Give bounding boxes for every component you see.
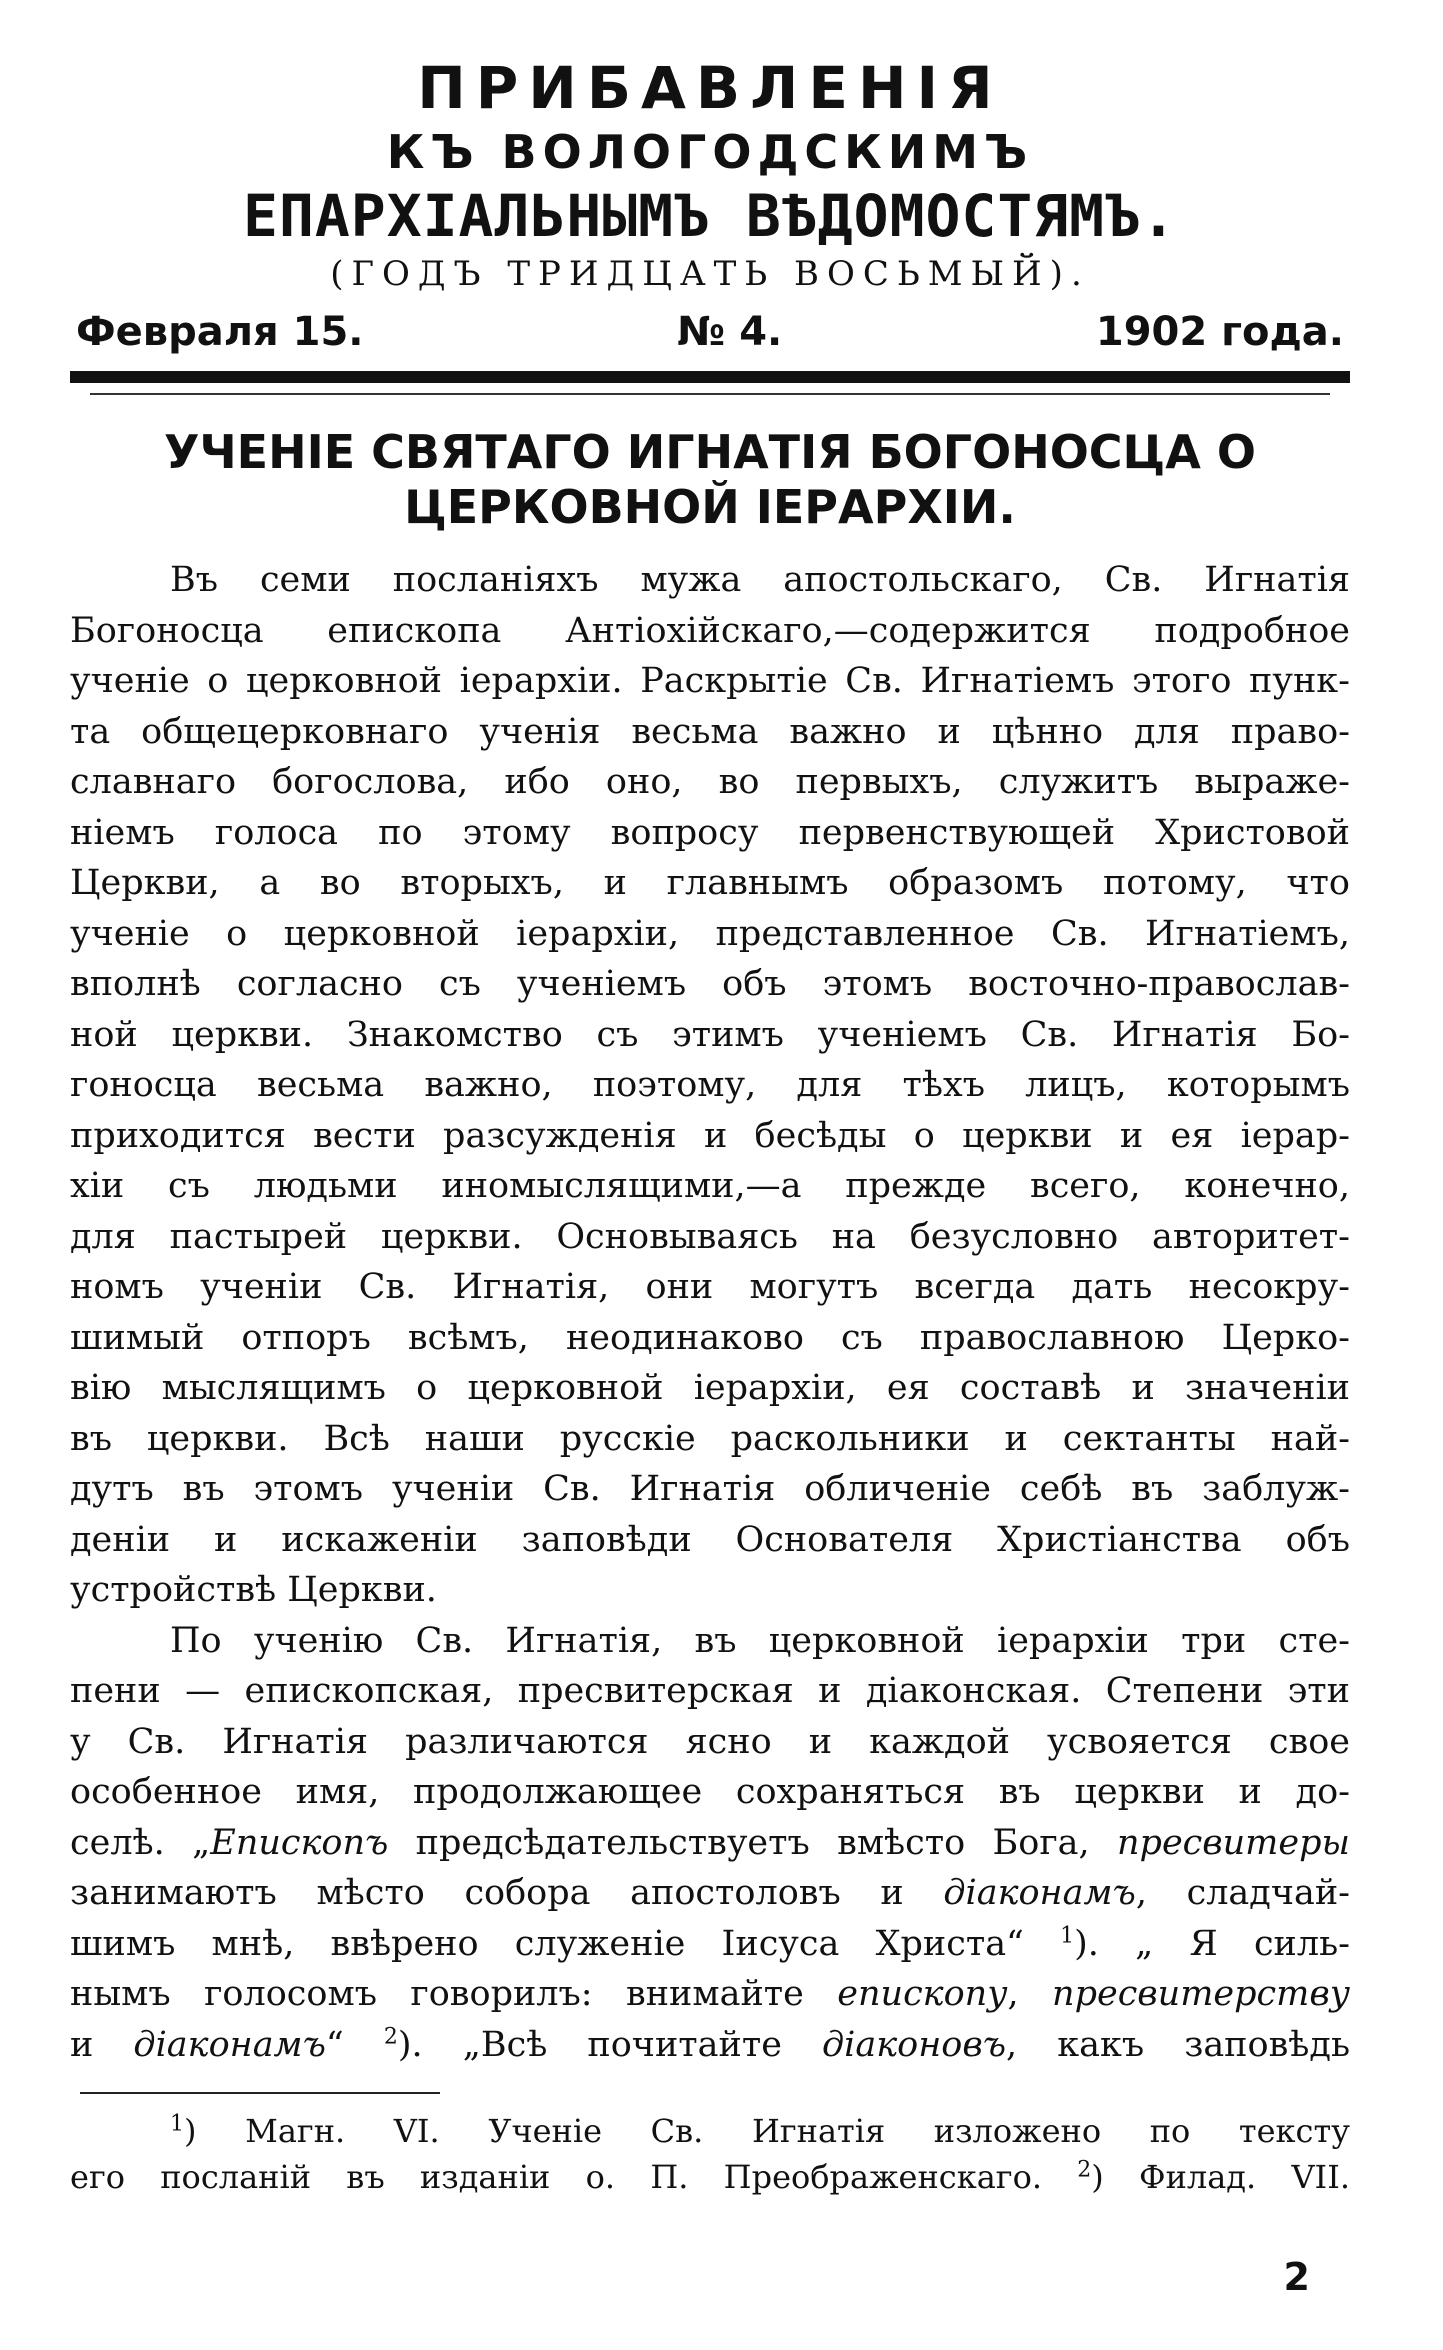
text-run: “ bbox=[325, 2024, 384, 2065]
text-line: хіи съ людьми иномыслящими,—а прежде всего, конечно, bbox=[70, 1166, 1350, 1207]
text-run: , сладчай- bbox=[1135, 1873, 1350, 1914]
document-page bbox=[70, 55, 1350, 2315]
text-line: Церкви, а во вторыхъ, и главнымъ образомъ потому, что bbox=[70, 863, 1350, 904]
footnote-text: его посланій въ изданіи о. П. Преображенскаго. bbox=[70, 2158, 1078, 2197]
text-run: ). „ Я силь- bbox=[1074, 1923, 1350, 1964]
italic-term: діаконамъ bbox=[133, 2024, 326, 2065]
text-line: пени — епископская, пресвитерская и діаконская. Степени эти bbox=[70, 1671, 1350, 1712]
text-line bbox=[70, 1818, 1350, 1869]
footnote-text: ) Филад. VII. bbox=[1091, 2158, 1351, 2197]
footnote-rule bbox=[80, 2092, 440, 2094]
masthead-publication: ЕПАРХІАЛЬНЫМЪ ВѢДОМОСТЯМЪ. bbox=[243, 182, 1177, 250]
text-run: занимаютъ мѣсто собора апостоловъ и bbox=[70, 1873, 944, 1914]
text-run: , bbox=[1007, 1974, 1053, 2015]
italic-term: пресвитеры bbox=[1117, 1822, 1350, 1863]
footnote-ref: 2 bbox=[383, 2024, 398, 2050]
text-run: и bbox=[70, 2024, 134, 2065]
text-line: гоносца весьма важно, поэтому, для тѣхъ лицъ, которымъ bbox=[70, 1065, 1350, 1106]
text-line: особенное имя, продолжающее сохраняться въ церкви и до- bbox=[70, 1772, 1350, 1813]
issue-number: № 4. bbox=[677, 309, 783, 355]
italic-term: діаконамъ bbox=[943, 1873, 1136, 1914]
text-line: въ церкви. Всѣ наши русскіе раскольники и сектанты най- bbox=[70, 1418, 1350, 1459]
header-rule-thick bbox=[70, 371, 1350, 383]
italic-term: діаконовъ bbox=[822, 2024, 1007, 2065]
footnote-line bbox=[70, 2154, 1350, 2200]
text-run: предсѣдательствуетъ вмѣсто Бога, bbox=[388, 1822, 1117, 1863]
italic-term: пресвитерству bbox=[1052, 1974, 1350, 2015]
text-line: ной церкви. Знакомство съ этимъ ученіемъ Св. Игнатія Бо- bbox=[70, 1014, 1350, 1055]
footnotes bbox=[70, 2108, 1350, 2200]
footnote-marker: 1 bbox=[170, 2111, 184, 2137]
header-rule-thin bbox=[90, 393, 1330, 395]
text-line bbox=[70, 1868, 1350, 1919]
text-line: та общецерковнаго ученія весьма важно и цѣнно для право- bbox=[70, 711, 1350, 752]
page-number: 2 bbox=[1283, 2255, 1310, 2299]
text-line: Въ семи посланіяхъ мужа апостольскаго, Св. Игнатія bbox=[170, 560, 1350, 601]
footnote-marker: 2 bbox=[1077, 2157, 1092, 2183]
text-line: ніемъ голоса по этому вопросу первенствующей Христовой bbox=[70, 812, 1350, 853]
article-title: УЧЕНІЕ СВЯТАГО ИГНАТІЯ БОГОНОСЦА О ЦЕРКОВНОЙ ІЕРАРХІИ. bbox=[164, 425, 1256, 535]
text-line bbox=[70, 2020, 1350, 2071]
dateline bbox=[70, 309, 1350, 355]
footnote-text: ) Магн. VI. Ученіе Св. Игнатія изложено по тексту bbox=[184, 2112, 1350, 2151]
text-line bbox=[70, 1919, 1350, 1970]
text-run: , какъ заповѣдь bbox=[1006, 2024, 1350, 2065]
masthead-subtitle: КЪ ВОЛОГОДСКИМЪ bbox=[386, 125, 1034, 179]
text-run: нымъ голосомъ говорилъ: внимайте bbox=[70, 1974, 838, 2015]
masthead-title: ПРИБАВЛЕНІЯ bbox=[417, 54, 1003, 122]
text-line: вію мыслящимъ о церковной іерархіи, ея составѣ и значеніи bbox=[70, 1368, 1350, 1409]
text-line: вполнѣ согласно съ ученіемъ объ этомъ восточно-православ- bbox=[70, 964, 1350, 1005]
text-run: селѣ. „ bbox=[70, 1822, 211, 1863]
text-line: славнаго богослова, ибо оно, во первыхъ, служитъ выраже- bbox=[70, 762, 1350, 803]
italic-term: епископу bbox=[837, 1974, 1008, 2015]
text-line: устройствѣ Церкви. bbox=[70, 1570, 437, 1611]
text-line: для пастырей церкви. Основываясь на безусловно авторитет- bbox=[70, 1216, 1350, 1257]
issue-date: Февраля 15. bbox=[76, 309, 364, 355]
issue-year: 1902 года. bbox=[1095, 309, 1344, 355]
text-line: ученіе о церковной іерархіи. Раскрытіе Св. Игнатіемъ этого пунк- bbox=[70, 661, 1350, 702]
article-paragraph-2 bbox=[70, 1616, 1350, 2071]
text-line: ученіе о церковной іерархіи, представленное Св. Игнатіемъ, bbox=[70, 913, 1350, 954]
text-line: По ученію Св. Игнатія, въ церковной іерархіи три сте- bbox=[170, 1620, 1350, 1661]
text-line: Богоносца епископа Антіохійскаго,—содержится подробное bbox=[70, 610, 1350, 651]
article-paragraph-1 bbox=[70, 555, 1350, 1616]
italic-term: Епископъ bbox=[210, 1822, 389, 1863]
text-line: номъ ученіи Св. Игнатія, они могутъ всегда дать несокру- bbox=[70, 1267, 1350, 1308]
text-line: деніи и искаженіи заповѣди Основателя Христіанства объ bbox=[70, 1519, 1350, 1560]
masthead-year-note: (ГОДЪ ТРИДЦАТЬ ВОСЬМЫЙ). bbox=[330, 254, 1090, 294]
text-run: шимъ мнѣ, ввѣрено служеніе Іисуса Христа“ bbox=[70, 1923, 1061, 1964]
footnote-line bbox=[70, 2108, 1350, 2154]
text-run: ). „Всѣ почитайте bbox=[397, 2024, 822, 2065]
text-line: у Св. Игнатія различаются ясно и каждой усвояется свое bbox=[70, 1721, 1350, 1762]
text-line: дутъ въ этомъ ученіи Св. Игнатія обличеніе себѣ въ заблуж- bbox=[70, 1469, 1350, 1510]
text-line: шимый отпоръ всѣмъ, неодинаково съ православною Церко- bbox=[70, 1317, 1350, 1358]
text-line bbox=[70, 1969, 1350, 2020]
footnote-ref: 1 bbox=[1060, 1923, 1075, 1949]
text-line: приходится вести разсужденія и бесѣды о церкви и ея іерар- bbox=[70, 1115, 1350, 1156]
